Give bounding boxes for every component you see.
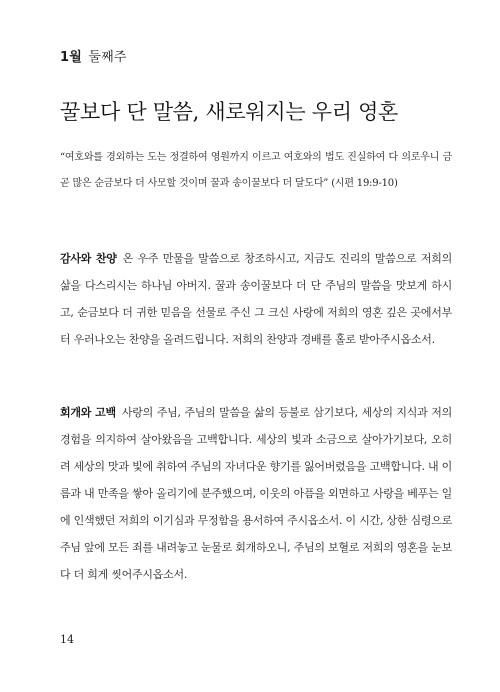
section-repentance-confession bbox=[60, 399, 452, 588]
page-number: 14 bbox=[60, 633, 74, 646]
section-body: 온 우주 만물을 말씀으로 창조하시고, 지금도 진리의 말씀으로 저희의 삶을 다스리시는 하나님 아버지. 꿀과 송이꿀보다 더 단 주님의 말씀을 맛보게 하시고, 순금보다 더 귀한 믿음을 선물로 주신 그 크신 사랑에 저희의 영혼 깊은 곳에서부터 우러나오는 찬양을 올려드립니다. 저희의 찬양과 경배를 홀로 받아주시옵소서. bbox=[60, 252, 453, 346]
scripture-quote: “여호와를 경외하는 도는 정결하여 영원까지 이르고 여호와의 법도 진실하여 다 의로우니 금 곧 많은 순금보다 더 사모할 것이며 꿀과 송이꿀보다 더 달도다” (시편 19:9-10) bbox=[60, 152, 452, 189]
week-label: 둘째주 bbox=[88, 50, 127, 65]
page-title: 꿀보다 단 말씀, 새로워지는 우리 영혼 bbox=[60, 100, 399, 124]
month-label: 1월 bbox=[60, 50, 83, 65]
section-heading: 회개와 고백 bbox=[60, 406, 116, 419]
section-thanks-praise bbox=[60, 245, 452, 353]
section-body: 사랑의 주님, 주님의 말씀을 삶의 등불로 삼기보다, 세상의 지식과 저의 경험을 의지하여 살아왔음을 고백합니다. 세상의 빛과 소금으로 살아가기보다, 오히려 세상의 맛과 빛에 취하여 주님의 자녀다운 향기를 잃어버렸음을 고백합니다. 내 이름과 내 만족을 쌓아 올리기에 분주했으며, 이웃의 아픔을 외면하고 사랑을 베푸는 일에 인색했던 저희의 이기심과 무정함을 용서하여 주시옵소서. 이 시간, 상한 심령으로 주님 앞에 모든 죄를 내려놓고 눈물로 회개하오니, 주님의 보혈로 저희의 영혼을 눈보다 더 희게 씻어주시옵소서. bbox=[60, 406, 452, 581]
page-header bbox=[60, 46, 127, 65]
section-heading: 감사와 찬양 bbox=[60, 252, 117, 265]
